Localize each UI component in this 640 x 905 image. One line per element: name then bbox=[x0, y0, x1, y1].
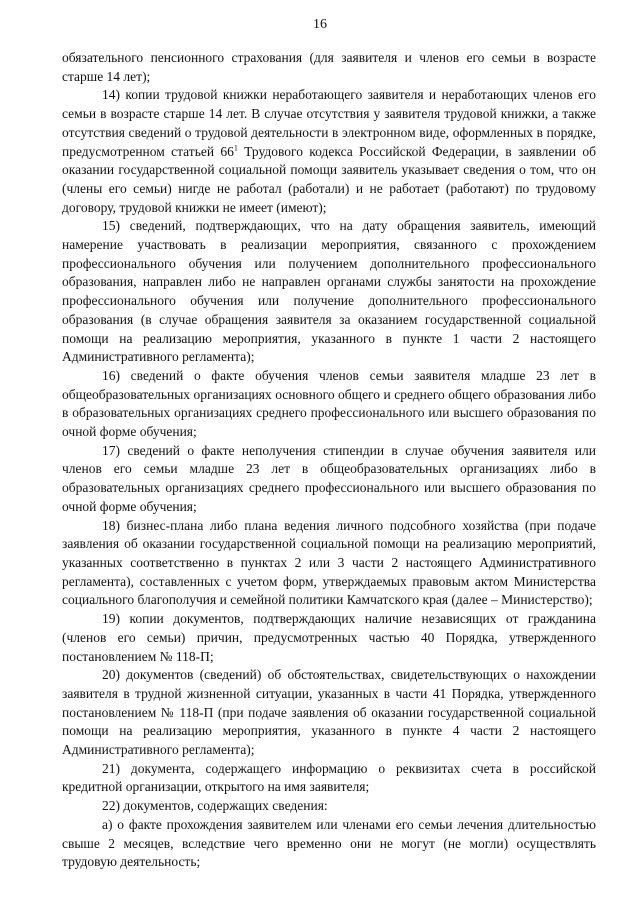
paragraph-item-22: 22) документов, содержащих сведения: bbox=[102, 798, 328, 814]
paragraph-item-22a: а) о факте прохождения заявителем или членами его семьи лечения длительностью свыше 2 месяцев, вследствие чего временно они не могут (не могли) осуществлять трудовую деятельность; bbox=[62, 816, 596, 870]
paragraph-item-21: 21) документа, содержащего информацию о реквизитах счета в российской кредитной организации, открытого на имя заявителя; bbox=[62, 760, 596, 795]
item-14-text-end: Трудового кодекса Российской Федерации, в заявлении об оказании государственной социальной помощи заявитель указывает сведения о том, что он (члены его семьи) нигде не работал (работали) и не работает (работают) по трудовому договору, трудовой книжки не имеет (имеют); bbox=[62, 143, 597, 215]
paragraph-item-15: 15) сведений, подтверждающих, что на дату обращения заявитель, имеющий намерение участвовать в реализации мероприятия, связанного с прохождением профессионального обучения или получением дополнительного профессионального образования, направлен либо не направлен органами службы занятости на прохождение профессионального обучения или получение дополнительного профессионального образования (в случае обращения заявителя за оказанием государственной социальной помощи на реализацию мероприятия, указанного в пункте 1 части 2 настоящего Административного регламента); bbox=[62, 218, 596, 365]
paragraph-item-18: 18) бизнес-плана либо плана ведения личного подсобного хозяйства (при подаче заявления об оказании государственной социальной помощи на реализацию мероприятий, указанных соответственно в пунктах 2 или 3 части 2 настоящего Административного регламента), составленных с учетом форм, утверждаемых правовым актом Министерства социального благополучия и семейной политики Камчатского края (далее – Министерство); bbox=[62, 517, 596, 608]
paragraph-item-16: 16) сведений о факте обучения членов семьи заявителя младше 23 лет в общеобразовательных организациях основного общего и среднего общего образования либо в образовательных организациях среднего профессионального или высшего образования по очной форме обучения; bbox=[62, 367, 596, 440]
document-body bbox=[62, 49, 596, 872]
page-number: 16 bbox=[313, 17, 327, 32]
paragraph-item-14 bbox=[62, 86, 596, 217]
paragraph-item-19: 19) копии документов, подтверждающих наличие независящих от гражданина (членов его семьи) причин, предусмотренных частью 40 Порядка, утвержденного постановлением № 118-П; bbox=[62, 611, 596, 664]
article-superscript: 1 bbox=[233, 143, 238, 153]
paragraph-item-17: 17) сведений о факте неполучения стипендии в случае обучения заявителя или членов его семьи младше 23 лет в общеобразовательных организациях либо в образовательных организациях среднего профессионального или высшего образования по очной форме обучения; bbox=[62, 442, 596, 514]
paragraph-continuation: обязательного пенсионного страхования (для заявителя и членов его семьи в возрасте старше 14 лет); bbox=[62, 50, 596, 84]
paragraph-item-20: 20) документов (сведений) об обстоятельствах, свидетельствующих о нахождении заявителя в трудной жизненной ситуации, указанных в части 41 Порядка, утвержденного постановлением № 118-П (при подаче заявления об оказании государственной социальной помощи на реализацию мероприятия, указанного в пункте 4 части 2 настоящего Административного регламента); bbox=[62, 667, 596, 758]
item-14-text-start: 14) копии трудовой книжки неработающего заявителя и неработающих членов его семьи в возрасте старше 14 лет. В случае отсутствия у заявителя трудовой книжки, а также отсутствия сведений о трудовой деятельности в электронном виде, оформленных в порядке, предусмотренном статьей 66 bbox=[62, 87, 596, 159]
